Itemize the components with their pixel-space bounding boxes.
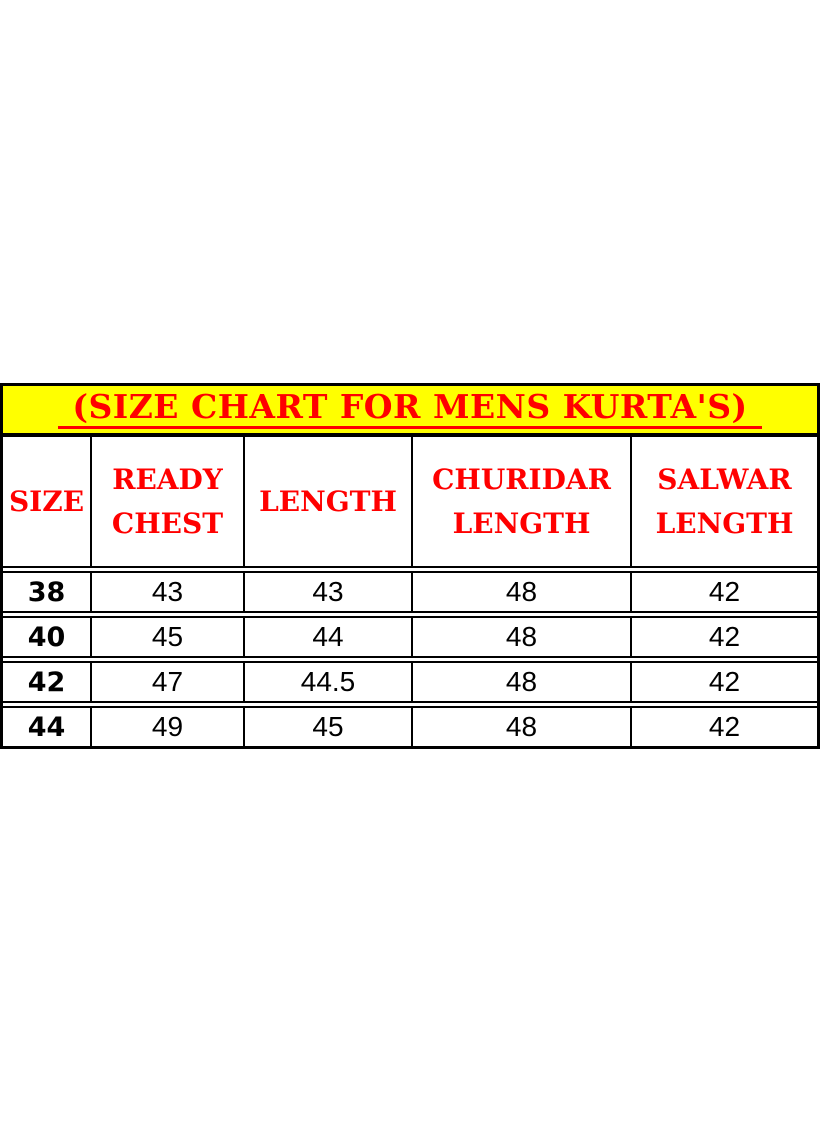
cell-length: 44 — [245, 618, 413, 656]
column-header-length: LENGTH — [245, 437, 413, 566]
cell-salwar-length: 42 — [708, 666, 741, 697]
table-row — [3, 661, 817, 703]
cell-size: 42 — [3, 663, 92, 701]
column-header-salwar-length: SALWAR LENGTH — [655, 463, 794, 540]
cell-length: 43 — [245, 573, 413, 611]
cell-size: 38 — [3, 573, 92, 611]
cell-size: 44 — [3, 708, 92, 746]
table-row — [3, 571, 817, 613]
cell-churidar-length: 48 — [413, 708, 632, 746]
cell-size: 40 — [3, 618, 92, 656]
cell-churidar-length: 48 — [413, 663, 632, 701]
cell-salwar-length: 42 — [708, 576, 741, 607]
cell-length: 45 — [245, 708, 413, 746]
cell-ready-chest: 43 — [92, 573, 245, 611]
column-header-churidar-length: CHURIDAR LENGTH — [413, 437, 632, 566]
chart-title: (SIZE CHART FOR MENS KURTA'S) — [58, 390, 761, 429]
cell-churidar-length: 48 — [413, 618, 632, 656]
cell-churidar-length: 48 — [413, 573, 632, 611]
cell-length: 44.5 — [245, 663, 413, 701]
table-header-row — [3, 437, 817, 568]
cell-ready-chest: 47 — [92, 663, 245, 701]
column-header-size: SIZE — [3, 437, 92, 566]
column-header-ready-chest: READY CHEST — [92, 437, 245, 566]
table-row — [3, 706, 817, 749]
title-banner — [3, 383, 817, 437]
cell-ready-chest: 49 — [92, 708, 245, 746]
cell-salwar-length: 42 — [708, 621, 741, 652]
cell-salwar-length: 42 — [708, 711, 741, 742]
table-row — [3, 616, 817, 658]
cell-ready-chest: 45 — [92, 618, 245, 656]
size-chart-table — [0, 383, 820, 749]
